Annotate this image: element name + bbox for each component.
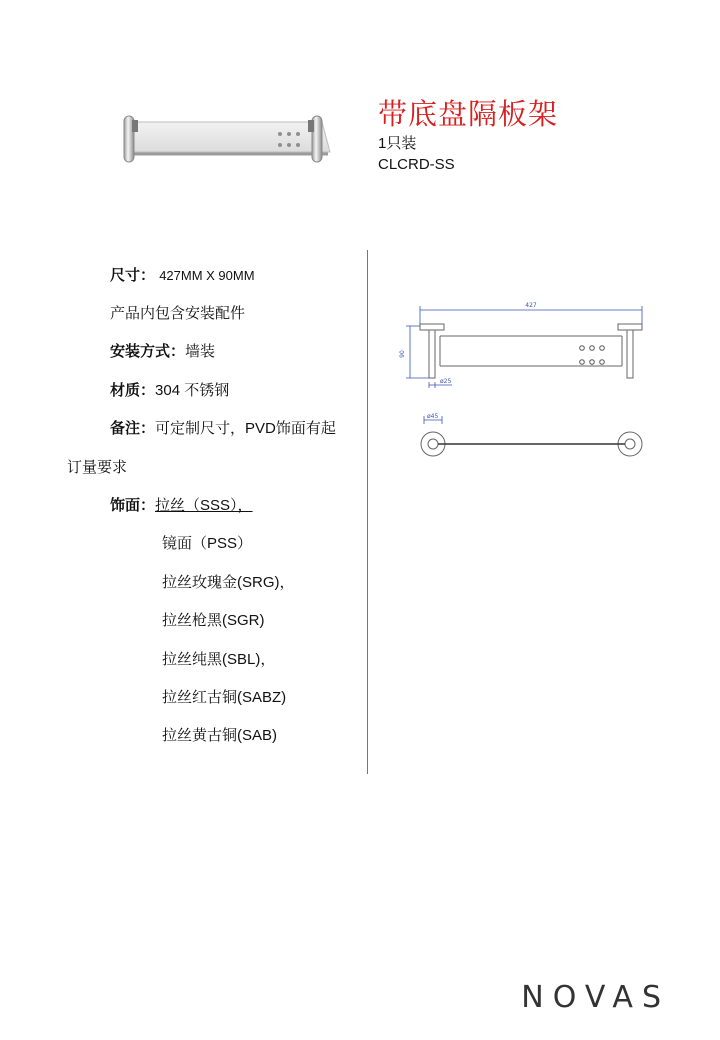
finish-item: 拉丝红古铜(SABZ) bbox=[162, 689, 287, 706]
technical-drawing bbox=[396, 296, 656, 466]
material-value: 304 不锈钢 bbox=[155, 382, 230, 399]
column-divider bbox=[367, 250, 368, 774]
note-continuation: 订量要求 bbox=[67, 459, 128, 476]
diameter-dimension: ø25 bbox=[440, 378, 452, 385]
pack-quantity: 1只装 bbox=[378, 135, 417, 152]
size-row bbox=[110, 264, 255, 285]
material-row bbox=[110, 379, 229, 400]
finish-item: 拉丝黄古铜(SAB) bbox=[162, 727, 278, 744]
finish-row bbox=[110, 494, 253, 515]
note-row bbox=[110, 417, 336, 438]
size-label: 尺寸： bbox=[110, 267, 156, 284]
height-dimension: 90 bbox=[399, 350, 406, 358]
finish-label: 饰面： bbox=[110, 497, 156, 514]
finish-item: 镜面（PSS） bbox=[162, 535, 253, 552]
product-photo bbox=[118, 108, 344, 170]
product-title: 带底盘隔板架 bbox=[378, 97, 559, 131]
material-label: 材质： bbox=[110, 382, 156, 399]
finish-item: 拉丝玫瑰金(SRG)， bbox=[162, 574, 295, 591]
product-code: CLCRD-SS bbox=[378, 156, 455, 173]
brand-logo: NOVAS bbox=[521, 980, 670, 1015]
includes-text: 产品内包含安装配件 bbox=[110, 305, 246, 322]
size-value: 427MM X 90MM bbox=[159, 268, 255, 283]
finish-item: 拉丝纯黑(SBL)， bbox=[162, 651, 276, 668]
note-label: 备注： bbox=[110, 420, 156, 437]
install-row bbox=[110, 340, 215, 361]
finish-item: 拉丝（SSS）， bbox=[155, 497, 253, 514]
depth-dimension: ø45 bbox=[427, 413, 439, 420]
install-value: 墙装 bbox=[185, 343, 216, 360]
finish-item: 拉丝枪黑(SGR) bbox=[162, 612, 265, 629]
length-dimension: 427 bbox=[525, 302, 537, 309]
note-value: 可定制尺寸，PVD饰面有起 bbox=[155, 420, 336, 437]
install-label: 安装方式： bbox=[110, 343, 186, 360]
